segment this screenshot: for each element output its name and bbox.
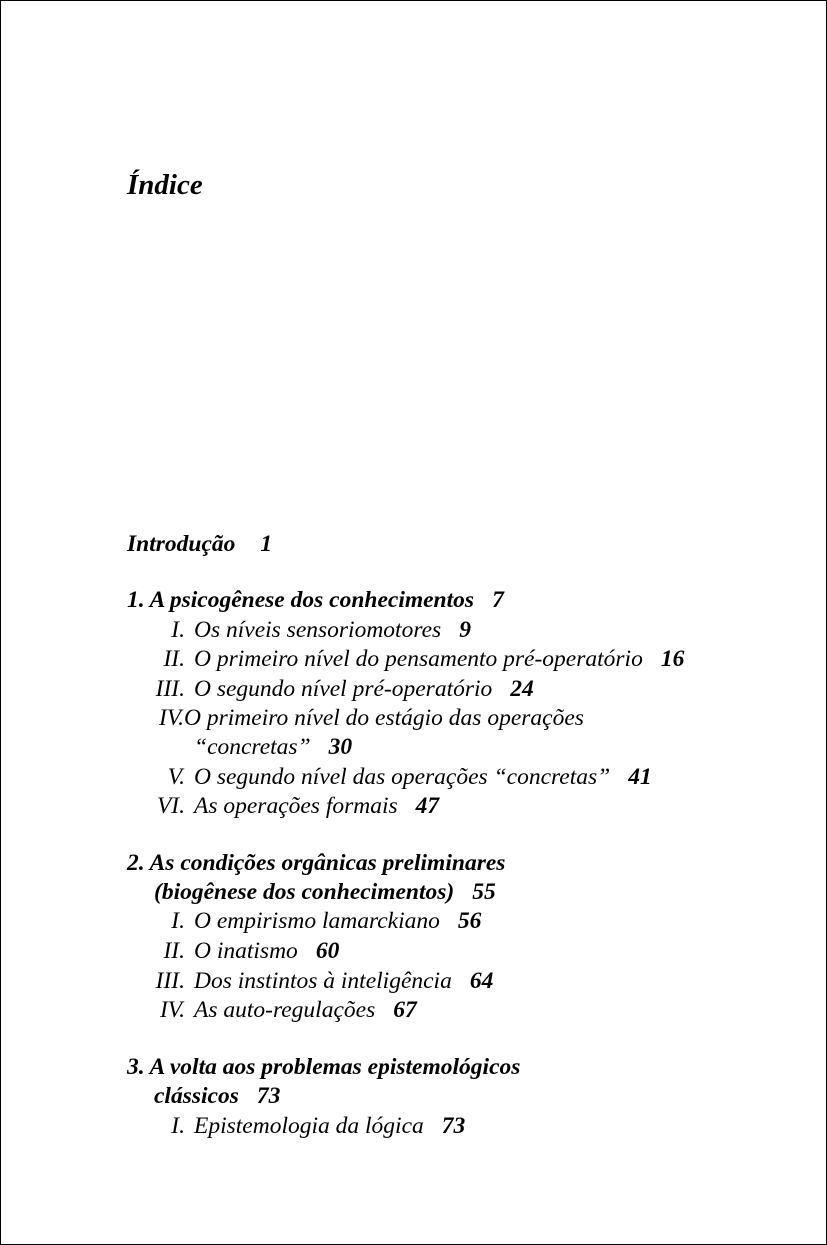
toc-section-label: As auto-regulações: [194, 997, 376, 1023]
toc-page-number: 55: [472, 879, 496, 905]
toc-section-label-cont: “concretas”: [194, 734, 311, 760]
toc-page-number: 73: [256, 1083, 281, 1109]
toc-section-1-4[interactable]: [159, 704, 584, 732]
toc-section-numeral: II.: [163, 646, 185, 672]
toc-section-label: Epistemologia da lógica: [194, 1113, 424, 1139]
toc-section-1-1[interactable]: [127, 616, 471, 644]
toc-section-label: O segundo nível pré-operatório: [194, 676, 493, 702]
toc-section-numeral: IV.: [159, 705, 185, 731]
toc-section-label: O primeiro nível do estágio das operações: [184, 705, 584, 731]
toc-chapter-3-continuation[interactable]: [154, 1082, 280, 1110]
toc-section-1-5[interactable]: [127, 763, 652, 791]
toc-page-number: 30: [328, 734, 353, 760]
toc-section-1-6[interactable]: [127, 792, 439, 820]
toc-chapter-3[interactable]: [127, 1053, 520, 1081]
toc-page-number: 67: [393, 997, 417, 1023]
toc-chapter-label: 3. A volta aos problemas epistemológicos: [127, 1054, 521, 1080]
toc-chapter-label-cont: (biogênese dos conhecimentos): [154, 879, 455, 905]
toc-section-label: As operações formais: [194, 793, 398, 819]
toc-page-number: 64: [469, 968, 494, 994]
toc-page-number: 9: [459, 617, 471, 643]
toc-section-2-1[interactable]: [127, 907, 481, 935]
toc-page-number: 24: [510, 676, 534, 702]
toc-page-number: 47: [415, 793, 440, 819]
toc-section-label: O segundo nível das operações “concretas”: [194, 764, 611, 790]
toc-entry-introduction[interactable]: [127, 530, 272, 558]
toc-chapter-2-continuation[interactable]: [154, 878, 496, 906]
toc-section-2-4[interactable]: [127, 996, 417, 1024]
toc-page-number: 1: [260, 531, 273, 557]
toc-chapter-label: 2. As condições orgânicas preliminares: [127, 850, 506, 876]
toc-section-numeral: III.: [155, 676, 185, 702]
toc-section-numeral: VI.: [156, 793, 185, 819]
toc-page-number: 41: [628, 764, 652, 790]
toc-section-1-4-continuation[interactable]: [194, 733, 352, 761]
toc-section-label: Dos instintos à inteligência: [194, 968, 452, 994]
toc-section-numeral: I.: [171, 1113, 185, 1139]
toc-section-3-1[interactable]: [127, 1112, 465, 1140]
toc-section-numeral: V.: [167, 764, 185, 790]
toc-page-number: 56: [457, 908, 482, 934]
toc-page-number: 73: [441, 1113, 466, 1139]
toc-entry-label: Introdução: [127, 531, 236, 557]
page-title: Índice: [127, 169, 203, 201]
toc-section-label: O empirismo lamarckiano: [194, 908, 440, 934]
toc-section-numeral: I.: [171, 617, 185, 643]
toc-section-1-3[interactable]: [127, 675, 534, 703]
toc-section-numeral: IV.: [159, 997, 185, 1023]
toc-section-2-3[interactable]: [127, 967, 493, 995]
toc-section-numeral: I.: [171, 908, 185, 934]
toc-section-numeral: II.: [163, 938, 185, 964]
toc-chapter-1[interactable]: [127, 586, 504, 614]
toc-section-label: O inatismo: [194, 938, 298, 964]
toc-page-number: 60: [315, 938, 340, 964]
toc-chapter-label-cont: clássicos: [154, 1083, 239, 1109]
toc-section-label: O primeiro nível do pensamento pré-operatório: [194, 646, 643, 672]
toc-page-number: 7: [492, 587, 504, 613]
toc-section-1-2[interactable]: [127, 645, 684, 673]
toc-section-numeral: III.: [155, 968, 185, 994]
toc-page-number: 16: [660, 646, 685, 672]
toc-chapter-label: 1. A psicogênese dos conhecimentos: [127, 587, 475, 613]
toc-section-label: Os níveis sensoriomotores: [194, 617, 442, 643]
toc-chapter-2[interactable]: [127, 849, 505, 877]
toc-section-2-2[interactable]: [127, 937, 339, 965]
